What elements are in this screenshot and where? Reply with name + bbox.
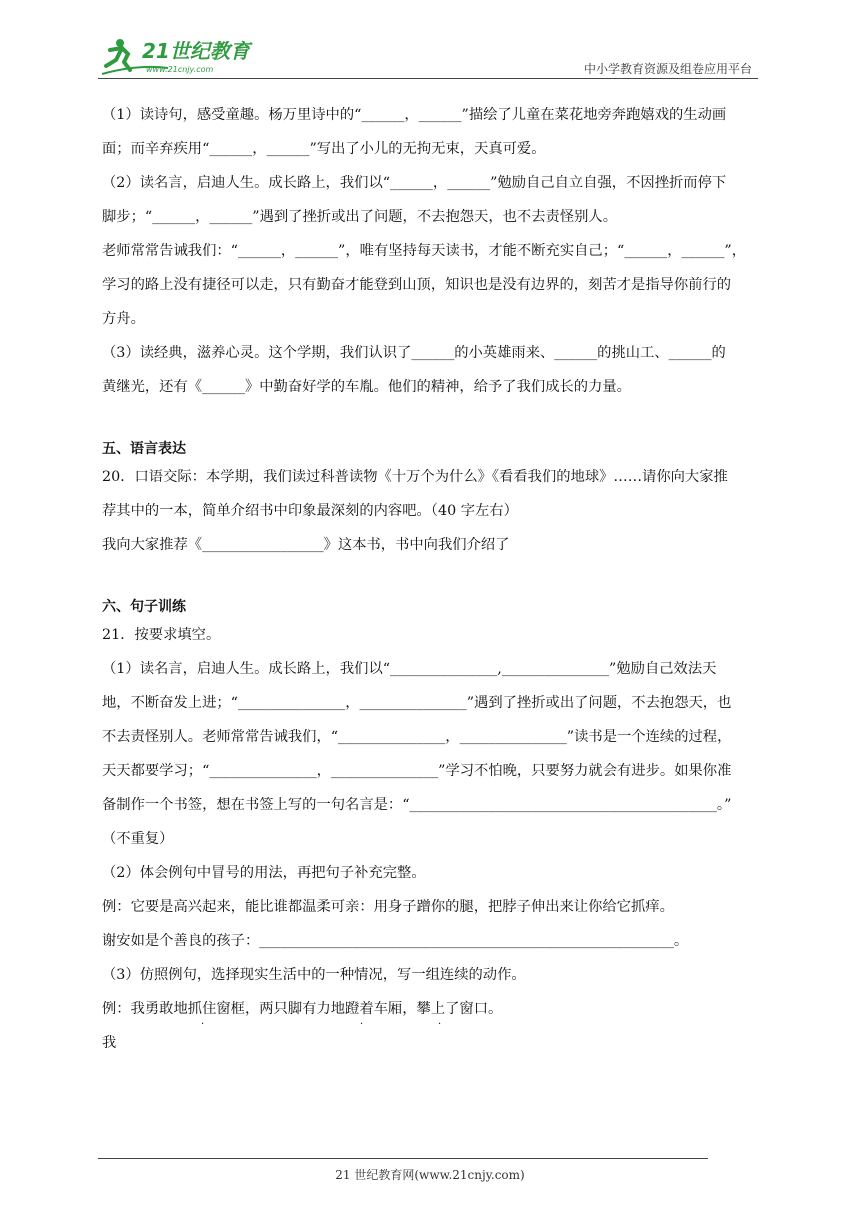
text-line: （1）读诗句，感受童趣。杨万里诗中的“______，______”描绘了儿童在菜花地旁奔跑嬉戏的生动画 <box>102 107 727 123</box>
svg-text:21世纪教育: 21世纪教育 <box>142 39 250 63</box>
text-line: （3）读经典，滋养心灵。这个学期，我们认识了______的小英雄雨来、______的挑山工、______的 <box>102 345 726 361</box>
emphasis-dot: · <box>201 1019 205 1030</box>
text-line: 老师常常告诫我们：“______，______”，唯有坚持每天读书，才能不断充实自己；“______，______”， <box>102 243 746 259</box>
svg-text:www.21cnjy.com: www.21cnjy.com <box>146 65 214 74</box>
text-line: 脚步；“______，______”遇到了挫折或出了问题，不去抱怨天，也不去责怪别人。 <box>102 209 618 225</box>
page-footer: 21 世纪教育网(www.21cnjy.com) <box>335 1168 525 1182</box>
text-line: 不去责怪别人。老师常常告诫我们，“_______________，_______________”读书是一个连续的过程， <box>102 729 732 745</box>
text-line: 学习的路上没有捷径可以走，只有勤奋才能登到山顶，知识也是没有边界的，刻苦才是指导你前行的 <box>102 277 732 293</box>
section-title-5: 五、语言表达 <box>102 441 186 457</box>
site-logo <box>98 34 268 78</box>
section-title-6: 六、句子训练 <box>102 599 186 615</box>
text-line: 谢安如是个善良的孩子：__________________________________________________________。 <box>102 933 689 949</box>
text-line: 例：我勇敢地抓住窗框，两只脚有力地蹬着车厢，攀上了窗口。 <box>102 1001 503 1017</box>
emphasis-dot: · <box>438 1019 442 1030</box>
footer-divider <box>98 1158 708 1159</box>
text-line: 天天都要学习；“_______________，_______________”学习不怕晚，只要努力就会有进步。如果你准 <box>102 763 732 779</box>
text-line: （1）读名言，启迪人生。成长路上，我们以“_______________,_______________”勉励自己效法天 <box>102 661 717 677</box>
text-line: （2）体会例句中冒号的用法，再把句子补充完整。 <box>102 865 426 881</box>
page-header <box>98 34 758 80</box>
document-body <box>102 98 762 1060</box>
platform-name: 中小学教育资源及组卷应用平台 <box>583 62 752 76</box>
text-line: 荐其中的一本，简单介绍书中印象最深刻的内容吧。（40 字左右） <box>102 503 518 519</box>
text-line: 面；而辛弃疾用“______，______”写出了小儿的无拘无束，天真可爱。 <box>102 141 546 157</box>
text-line: 21．按要求填空。 <box>102 627 221 643</box>
text-line: 我向大家推荐《_________________》这本书，书中向我们介绍了 <box>102 537 510 553</box>
example-line <box>102 992 762 1030</box>
text-line: （不重复） <box>102 831 174 847</box>
text-line: 20．口语交际：本学期，我们读过科普读物《十万个为什么》《看看我们的地球》……请你向大家推 <box>102 469 728 485</box>
text-line: （3）仿照例句，选择现实生活中的一种情况，写一组连续的动作。 <box>102 967 526 983</box>
text-line: 备制作一个书签，想在书签上写的一句名言是：“___________________________________________。” <box>102 797 732 813</box>
emphasis-dot: · <box>360 1019 364 1030</box>
text-line: 例：它要是高兴起来，能比谁都温柔可亲：用身子蹭你的腿，把脖子伸出来让你给它抓痒。 <box>102 899 674 915</box>
header-divider <box>98 78 758 79</box>
text-line: （2）读名言，启迪人生。成长路上，我们以“______，______”勉励自己自立自强，不因挫折而停下 <box>102 175 727 191</box>
text-line: 地，不断奋发上进；“_______________，_______________”遇到了挫折或出了问题，不去抱怨天，也 <box>102 695 732 711</box>
text-line: 我 <box>102 1035 117 1051</box>
text-line: 黄继光，还有《______》中勤奋好学的车胤。他们的精神，给予了我们成长的力量。 <box>102 379 631 395</box>
text-line: 方舟。 <box>102 311 145 327</box>
